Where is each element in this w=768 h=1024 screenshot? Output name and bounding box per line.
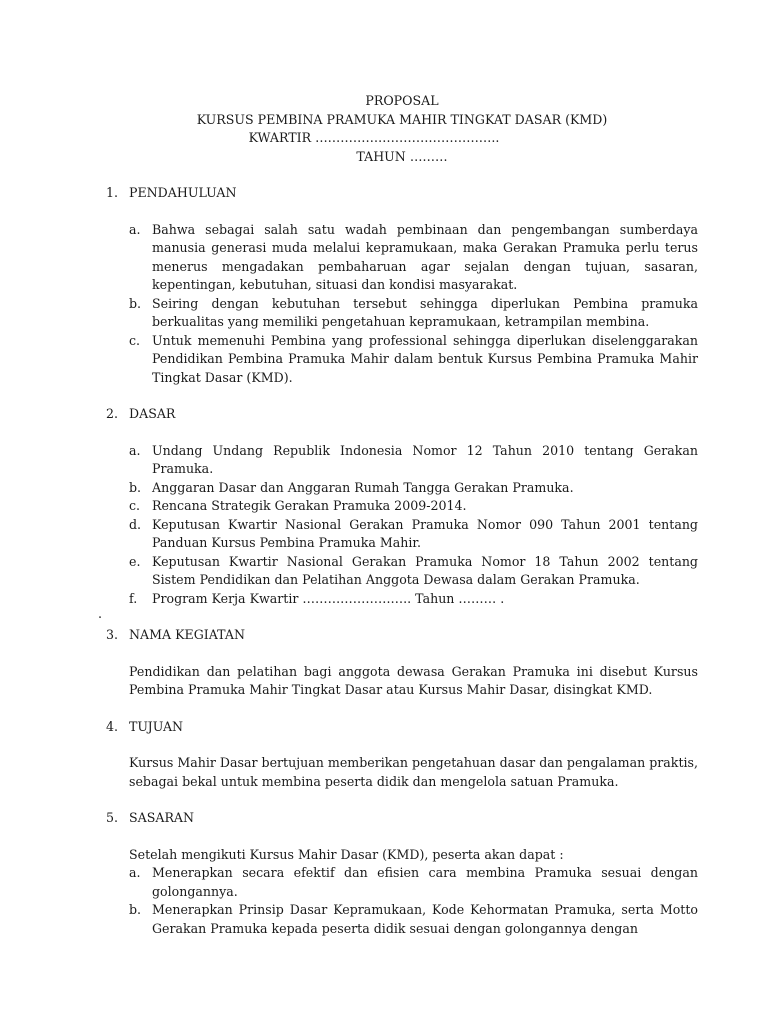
item-letter: f. xyxy=(129,590,138,606)
item-letter: e. xyxy=(129,553,141,569)
item-text: Untuk memenuhi Pembina yang professional sehingga diperlukan diselenggarakan Pendidikan Pembina Pramuka Mahir dalam bentuk Kursus Pembina Pramuka Mahir Tingkat Dasar (KMD). xyxy=(152,332,698,385)
list-item xyxy=(129,332,698,388)
item-text: Anggaran Dasar dan Anggaran Rumah Tangga Gerakan Pramuka. xyxy=(152,479,574,495)
list-item xyxy=(129,497,698,516)
title-course-name: KURSUS PEMBINA PRAMUKA MAHIR TINGKAT DASAR (KMD) xyxy=(196,111,608,127)
list-item xyxy=(129,553,698,590)
section-title: SASARAN xyxy=(129,810,195,825)
item-letter: b. xyxy=(129,295,142,311)
section-number: 3. xyxy=(106,627,119,642)
section-paragraph: Kursus Mahir Dasar bertujuan memberikan pengetahuan dasar dan pengalaman praktis, sebagai bekal untuk membina peserta didik dan mengelola satuan Pramuka. xyxy=(129,755,698,789)
section-number: 1. xyxy=(106,185,119,200)
list-item xyxy=(129,479,698,498)
section-number: 5. xyxy=(106,810,119,825)
section-title: DASAR xyxy=(129,406,176,421)
title-proposal: PROPOSAL xyxy=(365,93,439,108)
item-letter: d. xyxy=(129,516,142,532)
list-item xyxy=(129,590,698,609)
item-text: Seiring dengan kebutuhan tersebut sehingga diperlukan Pembina pramuka berkualitas yang memiliki pengetahuan kepramukaan, ketrampilan membina. xyxy=(152,295,698,329)
section-number: 2. xyxy=(106,406,119,421)
list-item xyxy=(129,901,698,938)
item-text: Rencana Strategik Gerakan Pramuka 2009-2014. xyxy=(152,498,467,513)
item-text: Menerapkan secara efektif dan efisien cara membina Pramuka sesuai dengan golongannya. xyxy=(152,865,698,899)
item-text: Undang Undang Republik Indonesia Nomor 12 Tahun 2010 tentang Gerakan Pramuka. xyxy=(152,442,698,476)
item-letter: b. xyxy=(129,902,142,917)
item-text: Program Kerja Kwartir …………………….. Tahun ……… . xyxy=(152,590,505,606)
stray-period-mark: . xyxy=(98,606,103,621)
section-heading xyxy=(106,718,698,737)
section-dasar xyxy=(98,405,698,621)
section-item-list xyxy=(129,221,698,388)
item-text: Keputusan Kwartir Nasional Gerakan Pramuka Nomor 090 Tahun 2001 tentang Panduan Kursus Pembina Pramuka Mahir. xyxy=(152,516,698,550)
list-item xyxy=(129,221,698,295)
item-letter: c. xyxy=(129,498,141,513)
section-heading xyxy=(106,184,698,203)
item-text: Bahwa sebagai salah satu wadah pembinaan dan pengembangan sumberdaya manusia generasi muda melalui kepramukaan, maka Gerakan Pramuka perlu terus menerus mengadakan pembaharuan agar sejalan dengan tujuan, sasaran, kepentingan, kebutuhan, situasi dan kondisi masyarakat. xyxy=(152,221,698,292)
list-item xyxy=(129,442,698,479)
section-heading xyxy=(106,626,698,645)
section-lead-text: Setelah mengikuti Kursus Mahir Dasar (KMD), peserta akan dapat : xyxy=(129,846,564,862)
section-title: PENDAHULUAN xyxy=(129,185,237,200)
item-text: Keputusan Kwartir Nasional Gerakan Pramuka Nomor 18 Tahun 2002 tentang Sistem Pendidikan dan Pelatihan Anggota Dewasa dalam Gerakan Pramuka. xyxy=(152,553,698,587)
list-item xyxy=(129,864,698,901)
section-item-list xyxy=(129,442,698,609)
title-kwartir: KWARTIR …………………………………….. xyxy=(248,130,500,145)
section-pendahuluan xyxy=(106,184,698,387)
item-letter: c. xyxy=(129,332,141,348)
section-heading xyxy=(106,405,698,424)
list-item xyxy=(129,295,698,332)
list-item xyxy=(129,516,698,553)
section-title: TUJUAN xyxy=(129,718,184,734)
section-nama-kegiatan xyxy=(106,626,698,700)
section-title: NAMA KEGIATAN xyxy=(129,627,245,642)
section-heading xyxy=(106,809,698,828)
title-tahun: TAHUN ……… xyxy=(356,148,448,164)
item-letter: b. xyxy=(129,479,142,495)
section-number: 4. xyxy=(106,718,119,734)
item-letter: a. xyxy=(129,442,141,458)
section-item-list xyxy=(129,864,698,938)
section-tujuan xyxy=(106,718,698,792)
item-letter: a. xyxy=(129,221,141,237)
document-page xyxy=(98,92,698,938)
document-title-block xyxy=(106,92,698,166)
item-letter: a. xyxy=(129,865,141,880)
section-sasaran xyxy=(106,809,698,938)
item-text: Menerapkan Prinsip Dasar Kepramukaan, Kode Kehormatan Pramuka, serta Motto Gerakan Pramuka kepada peserta didik sesuai dengan golongannya dengan xyxy=(152,902,698,936)
section-paragraph: Pendidikan dan pelatihan bagi anggota dewasa Gerakan Pramuka ini disebut Kursus Pembina Pramuka Mahir Tingkat Dasar atau Kursus Mahir Dasar, disingkat KMD. xyxy=(129,663,698,697)
